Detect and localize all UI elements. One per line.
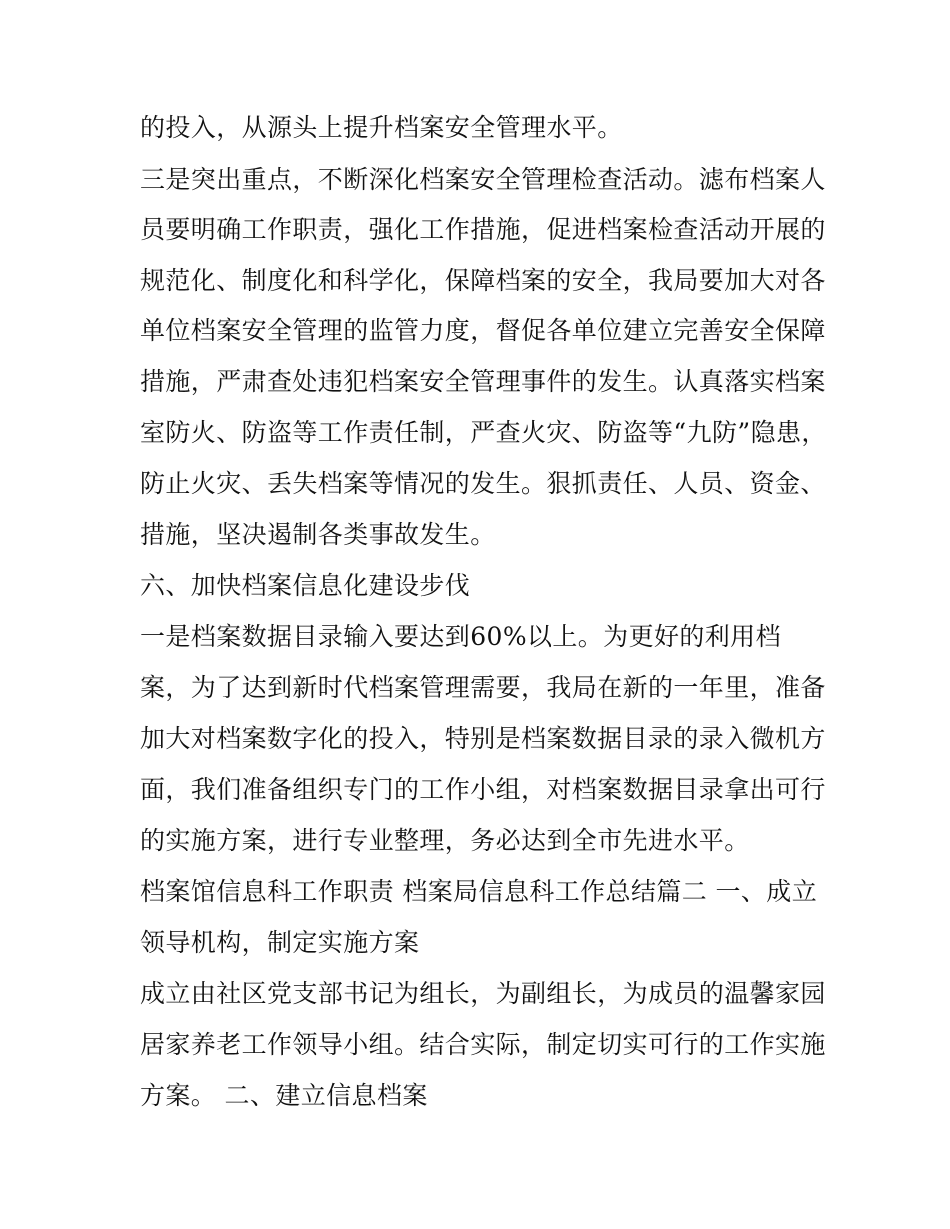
- text-line: 规范化、制度化和科学化，保障档案的安全，我局要加大对各: [140, 266, 826, 295]
- section-heading: 档案馆信息科工作职责 档案局信息科工作总结篇二 一、成立: [140, 877, 818, 906]
- text-line: 案，为了达到新时代档案管理需要，我局在新的一年里，准备: [140, 673, 826, 702]
- text-line: 成立由社区党支部书记为组长，为副组长，为成员的温馨家园: [140, 979, 826, 1008]
- text-line: 方案。 二、建立信息档案: [140, 1081, 428, 1110]
- section-heading: 领导机构，制定实施方案: [140, 928, 420, 957]
- text-line: 措施，严肃查处违犯档案安全管理事件的发生。认真落实档案: [140, 367, 826, 396]
- text-line: 的实施方案，进行专业整理，务必达到全市先进水平。: [140, 826, 750, 855]
- text-line: 一是档案数据目录输入要达到60%以上。为更好的利用档: [140, 622, 781, 651]
- section-heading: 六、加快档案信息化建设步伐: [140, 571, 471, 600]
- text-line: 员要明确工作职责，强化工作措施，促进档案检查活动开展的: [140, 215, 826, 244]
- text-line: 三是突出重点，不断深化档案安全管理检查活动。滤布档案人: [140, 165, 826, 194]
- text-line: 单位档案安全管理的监管力度，督促各单位建立完善安全保障: [140, 316, 826, 345]
- text-line: 措施，坚决遏制各类事故发生。: [140, 520, 496, 549]
- text-line: 面，我们准备组织专门的工作小组，对档案数据目录拿出可行: [140, 775, 826, 804]
- text-line: 居家养老工作领导小组。结合实际，制定切实可行的工作实施: [140, 1030, 826, 1059]
- text-line: 的投入，从源头上提升档案安全管理水平。: [140, 113, 623, 142]
- text-line: 防止火灾、丢失档案等情况的发生。狠抓责任、人员、资金、: [140, 469, 826, 498]
- text-line: 室防火、防盗等工作责任制，严查火灾、防盗等“九防”隐患，: [140, 418, 827, 447]
- text-line: 加大对档案数字化的投入，特别是档案数据目录的录入微机方: [140, 724, 826, 753]
